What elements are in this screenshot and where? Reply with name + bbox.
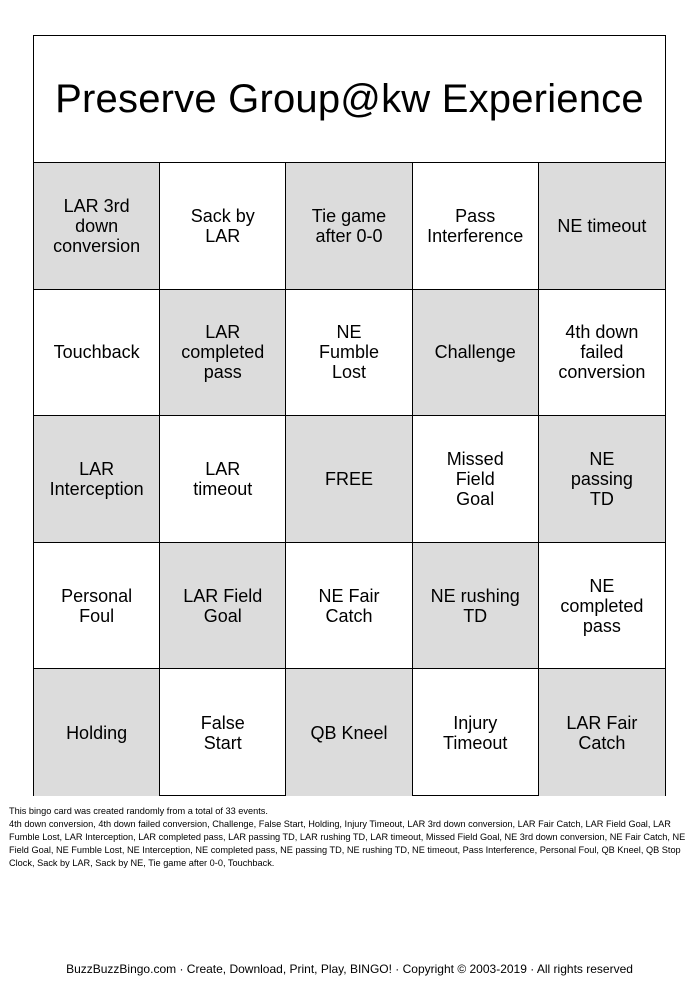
bingo-cell-text: LAR timeout [193, 458, 253, 499]
bingo-cell-text: Challenge [434, 342, 516, 363]
bingo-cell-r4-c1 [34, 543, 160, 670]
bingo-cell-text: Injury Timeout [443, 712, 508, 753]
bingo-cell-text: NE rushing TD [430, 585, 520, 626]
bingo-cell-r1-c4 [413, 163, 539, 290]
bingo-cell-r3-c5 [539, 416, 665, 543]
bingo-cell-text: Missed Field Goal [446, 448, 504, 509]
bingo-cell-text: NE timeout [557, 215, 647, 236]
bingo-cell-text: NE passing TD [570, 448, 633, 509]
bingo-cell-text: NE Fumble Lost [318, 322, 379, 383]
bingo-cell-r3-c1 [34, 416, 160, 543]
bingo-cell-r2-c1 [34, 290, 160, 417]
bingo-cell-text: Touchback [53, 342, 140, 363]
bingo-cell-text: Holding [66, 722, 128, 743]
bingo-cell-r5-c3 [286, 669, 412, 796]
bingo-cell-r3-c4 [413, 416, 539, 543]
card-title: Preserve Group@kw Experience [34, 36, 665, 163]
bingo-cell-r4-c3 [286, 543, 412, 670]
bingo-cell-text: NE Fair Catch [318, 585, 380, 626]
bingo-cell-text: Personal Foul [61, 585, 133, 626]
bingo-cell-r5-c1 [34, 669, 160, 796]
bingo-grid [34, 163, 665, 796]
bingo-cell-text: FREE [324, 468, 373, 489]
bingo-cell-r1-c2 [160, 163, 286, 290]
bingo-card [33, 35, 666, 796]
bingo-cell-r4-c4 [413, 543, 539, 670]
bingo-cell-r2-c2 [160, 290, 286, 417]
bingo-cell-text: 4th down failed conversion [558, 322, 646, 383]
bingo-cell-text: LAR completed pass [181, 322, 265, 383]
bingo-cell-r2-c3 [286, 290, 412, 417]
bingo-cell-text: NE completed pass [560, 575, 644, 636]
bingo-cell-text: LAR Fair Catch [566, 712, 638, 753]
bingo-cell-r1-c5 [539, 163, 665, 290]
bingo-cell-text: Sack by LAR [190, 205, 255, 246]
bingo-cell-r3-c3 [286, 416, 412, 543]
bingo-cell-text: LAR 3rd down conversion [53, 195, 141, 256]
bingo-cell-r5-c5 [539, 669, 665, 796]
note-intro: This bingo card was created randomly from a total of 33 events. [9, 806, 268, 816]
note-events: 4th down conversion, 4th down failed conversion, Challenge, False Start, Holding, Injury Timeout, LAR 3rd down conversion, LAR Fair Catch, LAR Field Goal, LAR Fumble Lost, LAR Interception, LAR completed pass, LAR passing TD, LAR rushing TD, LAR timeout, Missed Field Goal, NE 3rd down conversion, NE Fair Catch, NE Field Goal, NE Fumble Lost, NE Interception, NE completed pass, NE passing TD, NE rushing TD, NE timeout, Pass Interference, Personal Foul, QB Kneel, QB Stop Clock, Sack by LAR, Sack by NE, Tie game after 0-0, Touchback. [9, 819, 686, 868]
footer-copyright: BuzzBuzzBingo.com · Create, Download, Print, Play, BINGO! · Copyright © 2003-2019 · All rights reserved [66, 962, 633, 976]
bingo-cell-r4-c2 [160, 543, 286, 670]
event-note [9, 805, 689, 870]
bingo-cell-r4-c5 [539, 543, 665, 670]
bingo-cell-text: LAR Field Goal [183, 585, 263, 626]
bingo-cell-r1-c1 [34, 163, 160, 290]
bingo-cell-r5-c4 [413, 669, 539, 796]
bingo-cell-text: Tie game after 0-0 [311, 205, 387, 246]
bingo-cell-r2-c5 [539, 290, 665, 417]
bingo-cell-r3-c2 [160, 416, 286, 543]
bingo-cell-r1-c3 [286, 163, 412, 290]
bingo-cell-r5-c2 [160, 669, 286, 796]
bingo-cell-text: QB Kneel [310, 722, 388, 743]
bingo-cell-text: Pass Interference [427, 205, 524, 246]
bingo-cell-r2-c4 [413, 290, 539, 417]
bingo-cell-text: LAR Interception [49, 458, 144, 499]
bingo-cell-text: False Start [200, 712, 245, 753]
